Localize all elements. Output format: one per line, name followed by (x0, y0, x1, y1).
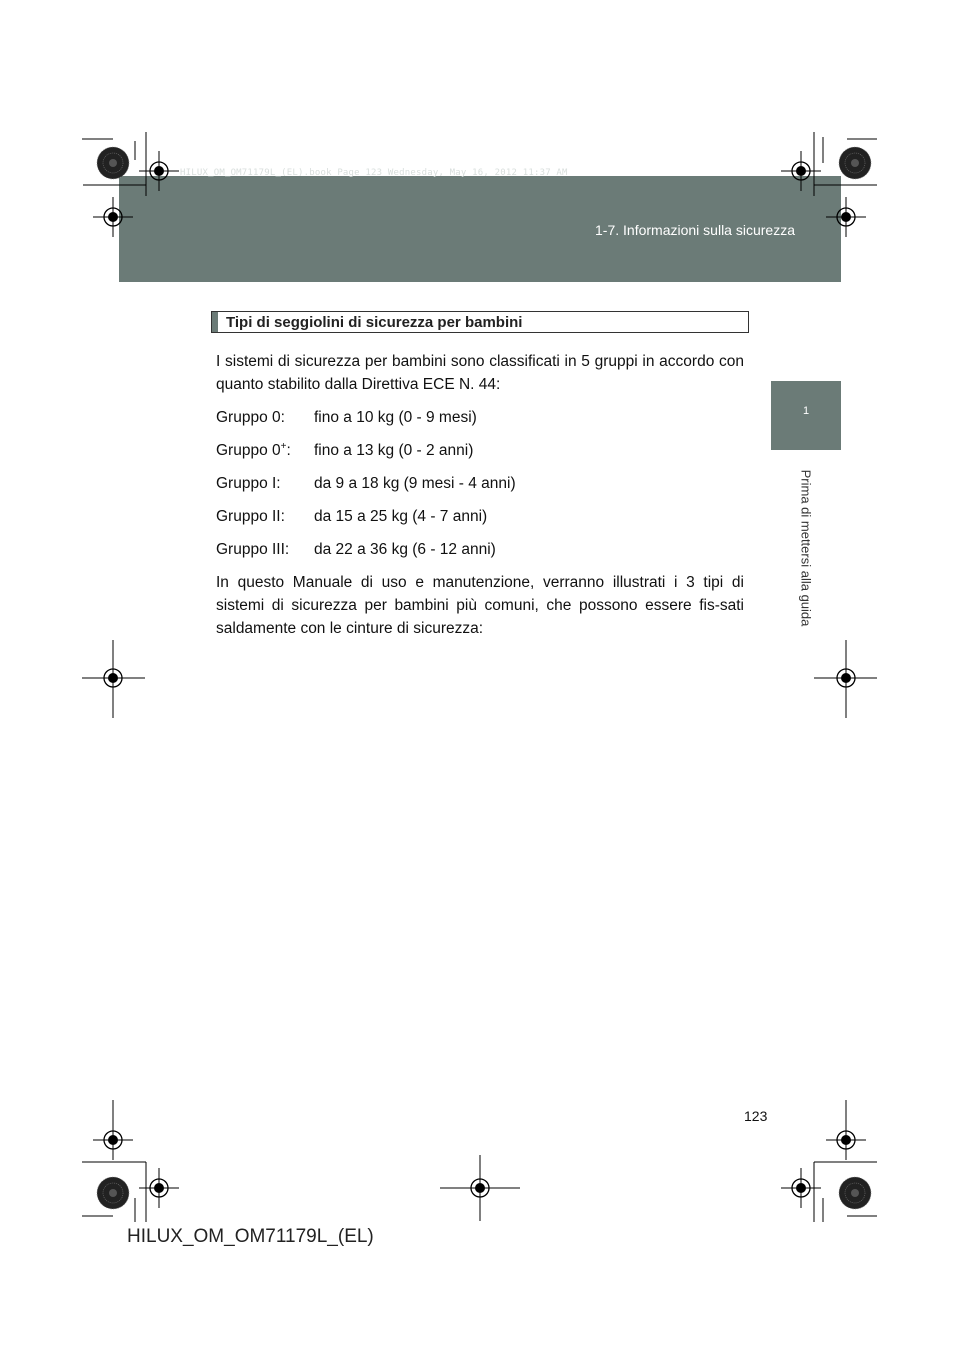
group-row (216, 439, 744, 462)
group-row (216, 538, 744, 561)
registration-crosshair-icon (93, 1120, 133, 1160)
intro-paragraph: I sistemi di sicurezza per bambini sono classificati in 5 gruppi in accordo con quanto stabilito dalla Direttiva ECE N. 44: (216, 353, 744, 393)
registration-rosette-icon (97, 1177, 129, 1209)
registration-rosette-icon (97, 147, 129, 179)
group-row (216, 505, 744, 528)
subsection-heading: Tipi di seggiolini di sicurezza per bambini (226, 314, 523, 331)
registration-crosshair-icon (93, 658, 133, 698)
group-desc: fino a 13 kg (0 - 2 anni) (314, 442, 474, 459)
group-name: Gruppo I: (216, 475, 281, 492)
group-desc: da 15 a 25 kg (4 - 7 anni) (314, 508, 488, 525)
chapter-title: Prima di mettersi alla guida (798, 469, 814, 627)
registration-crosshair-icon (826, 1120, 866, 1160)
registration-crosshair-icon (826, 658, 866, 698)
registration-crosshair-icon (460, 1168, 500, 1208)
subsection-heading-box (211, 311, 749, 333)
chapter-number: 1 (802, 405, 810, 417)
group-name: Gruppo III: (216, 541, 290, 558)
body-text (216, 350, 744, 650)
registration-rosette-icon (839, 147, 871, 179)
group-desc: da 9 a 18 kg (9 mesi - 4 anni) (314, 475, 516, 492)
book-stamp: HILUX_OM_OM71179L_(EL).book Page 123 Wednesday, May 16, 2012 11:37 AM (180, 168, 568, 178)
section-title: 1-7. Informazioni sulla sicurezza (595, 222, 795, 238)
group-row (216, 472, 744, 495)
group-name: Gruppo 0: (216, 409, 285, 426)
group-row (216, 406, 744, 429)
registration-crosshair-icon (781, 1168, 821, 1208)
heading-accent-bar (212, 312, 218, 332)
group-desc: da 22 a 36 kg (6 - 12 anni) (314, 541, 496, 558)
group-name: Gruppo II: (216, 508, 285, 525)
registration-crosshair-icon (139, 1168, 179, 1208)
group-name: Gruppo 0+: (216, 440, 291, 459)
registration-rosette-icon (839, 1177, 871, 1209)
closing-paragraph: In questo Manuale di uso e manutenzione, verranno illustrati i 3 tipi di sistemi di sicurezza per bambini più comuni, che possono essere fis-sati saldamente con le cinture di sicurezza: (216, 574, 744, 637)
group-desc: fino a 10 kg (0 - 9 mesi) (314, 409, 477, 426)
page-number: 123 (744, 1108, 768, 1124)
document-code: HILUX_OM_OM71179L_(EL) (127, 1226, 374, 1247)
